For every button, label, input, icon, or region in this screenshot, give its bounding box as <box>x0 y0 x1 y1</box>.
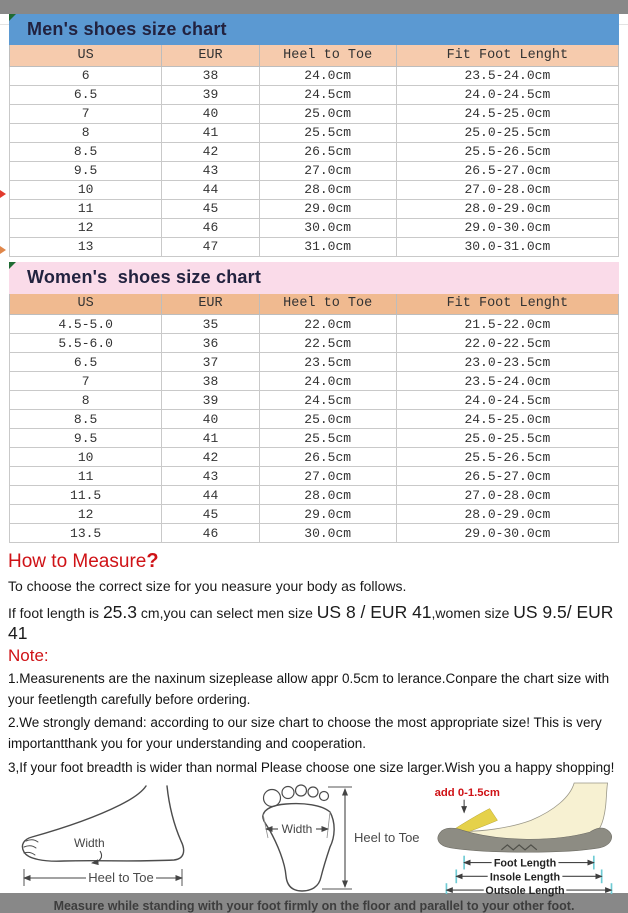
table-cell: 11 <box>10 199 162 218</box>
insole-length-label: Insole Length <box>489 870 561 883</box>
table-cell: 35 <box>162 315 259 334</box>
table-cell: 7 <box>10 104 162 123</box>
table-row <box>10 66 619 85</box>
table-cell: 45 <box>162 199 259 218</box>
table-cell: 21.5-22.0cm <box>396 315 618 334</box>
footprint-diagram <box>242 783 427 893</box>
table-row <box>10 180 619 199</box>
table-cell: 45 <box>162 505 259 524</box>
table-row <box>10 372 619 391</box>
note-label: Note: <box>8 645 49 665</box>
table-cell: 27.0cm <box>259 467 396 486</box>
table-cell: 8 <box>10 391 162 410</box>
table-cell: 29.0-30.0cm <box>396 524 618 543</box>
bottom-caption: Measure while standing with your foot firmly on the floor and parallel to your other foot. <box>53 898 575 913</box>
table-cell: 39 <box>162 85 259 104</box>
table-cell: 11 <box>10 467 162 486</box>
women-size-table <box>9 294 619 544</box>
footprint-heel-to-toe-label: Heel to Toe <box>354 829 420 845</box>
table-cell: 22.0cm <box>259 315 396 334</box>
table-cell: 26.5cm <box>259 448 396 467</box>
table-cell: 36 <box>162 334 259 353</box>
table-row <box>10 524 619 543</box>
side-foot-heel-to-toe-label: Heel to Toe <box>88 869 154 885</box>
table-cell: 29.0-30.0cm <box>396 218 618 237</box>
table-cell: 42 <box>162 142 259 161</box>
table-cell: 5.5-6.0 <box>10 334 162 353</box>
example-text-part: If foot length is <box>8 604 103 621</box>
table-cell: 24.0-24.5cm <box>396 85 618 104</box>
table-cell: 12 <box>10 218 162 237</box>
table-row <box>10 237 619 256</box>
table-row <box>10 410 619 429</box>
table-cell: 8 <box>10 123 162 142</box>
table-cell: 28.0cm <box>259 486 396 505</box>
table-row <box>10 218 619 237</box>
table-cell: 6 <box>10 66 162 85</box>
table-cell: 24.0-24.5cm <box>396 391 618 410</box>
table-cell: 24.5cm <box>259 85 396 104</box>
table-cell: 40 <box>162 410 259 429</box>
table-cell: 30.0cm <box>259 524 396 543</box>
column-header: Fit Foot Lenght <box>396 45 618 66</box>
table-row <box>10 104 619 123</box>
table-cell: 26.5-27.0cm <box>396 161 618 180</box>
column-header: US <box>10 45 162 66</box>
side-foot-width-label: Width <box>74 835 105 850</box>
note-item-2: 2.We strongly demand: according to our size chart to choose the most appropriate size! This is very importantthank you for your understanding and cooperation. <box>8 715 602 752</box>
men-size-table <box>9 45 619 257</box>
table-cell: 46 <box>162 524 259 543</box>
table-cell: 22.5cm <box>259 334 396 353</box>
column-header-row <box>10 45 619 66</box>
foot-side-view-diagram <box>2 783 242 893</box>
table-row <box>10 391 619 410</box>
table-row <box>10 429 619 448</box>
women-chart-title: Women's shoes size chart <box>27 267 262 287</box>
corner-triangle-icon <box>9 262 16 269</box>
table-cell: 7 <box>10 372 162 391</box>
table-cell: 42 <box>162 448 259 467</box>
example-text-part: 25.3 <box>102 601 138 622</box>
table-row <box>10 467 619 486</box>
table-cell: 25.0-25.5cm <box>396 429 618 448</box>
table-row <box>10 486 619 505</box>
women-chart-title-bar <box>9 262 619 294</box>
measurement-diagrams <box>0 783 628 895</box>
table-cell: 25.5-26.5cm <box>396 142 618 161</box>
table-cell: 30.0-31.0cm <box>396 237 618 256</box>
table-row <box>10 85 619 104</box>
table-cell: 25.5cm <box>259 429 396 448</box>
outsole-length-label: Outsole Length <box>485 884 565 897</box>
column-header-row <box>10 294 619 315</box>
note-item-1: 1.Measurenents are the naxinum sizeplease allow appr 0.5cm to lerance.Conpare the chart size with your feetlength carefully before ordering. <box>8 670 610 707</box>
example-text-part: US 9.5/ EUR 41 <box>8 601 614 643</box>
table-cell: 27.0-28.0cm <box>396 180 618 199</box>
example-text-part: US 8 / EUR 41 <box>316 601 432 622</box>
table-cell: 26.5cm <box>259 142 396 161</box>
table-cell: 9.5 <box>10 429 162 448</box>
table-cell: 4.5-5.0 <box>10 315 162 334</box>
table-cell: 24.0cm <box>259 372 396 391</box>
table-cell: 43 <box>162 467 259 486</box>
table-cell: 25.0cm <box>259 410 396 429</box>
shoe-cross-section-diagram <box>427 783 627 895</box>
note-item-3: 3,If your foot breadth is wider than normal Please choose one size larger.Wish you a happy shopping! <box>8 759 615 775</box>
table-cell: 47 <box>162 237 259 256</box>
table-cell: 28.0-29.0cm <box>396 505 618 524</box>
table-cell: 10 <box>10 180 162 199</box>
column-header: Fit Foot Lenght <box>396 294 618 315</box>
table-cell: 29.0cm <box>259 505 396 524</box>
table-cell: 25.5cm <box>259 123 396 142</box>
edge-marker-icon <box>0 246 6 254</box>
question-mark: ? <box>146 550 159 572</box>
table-cell: 27.0-28.0cm <box>396 486 618 505</box>
table-cell: 23.5cm <box>259 353 396 372</box>
footprint-width-label: Width <box>281 821 313 836</box>
table-cell: 25.5-26.5cm <box>396 448 618 467</box>
table-row <box>10 505 619 524</box>
table-row <box>10 142 619 161</box>
column-header: EUR <box>162 45 259 66</box>
column-header: Heel to Toe <box>259 45 396 66</box>
table-row <box>10 199 619 218</box>
table-cell: 23.5-24.0cm <box>396 66 618 85</box>
table-cell: 25.0cm <box>259 104 396 123</box>
table-cell: 31.0cm <box>259 237 396 256</box>
foot-length-label: Foot Length <box>493 857 557 870</box>
table-row <box>10 448 619 467</box>
table-cell: 10 <box>10 448 162 467</box>
example-text-part: ,women size <box>431 604 514 621</box>
table-row <box>10 315 619 334</box>
table-cell: 23.0-23.5cm <box>396 353 618 372</box>
table-cell: 24.5cm <box>259 391 396 410</box>
table-row <box>10 123 619 142</box>
table-cell: 25.0-25.5cm <box>396 123 618 142</box>
table-cell: 40 <box>162 104 259 123</box>
edge-marker-icon <box>0 190 6 198</box>
women-size-chart-section <box>9 262 619 544</box>
corner-triangle-icon <box>9 14 16 21</box>
table-cell: 28.0cm <box>259 180 396 199</box>
table-cell: 44 <box>162 486 259 505</box>
size-example-line <box>8 602 620 644</box>
column-header: EUR <box>162 294 259 315</box>
men-chart-title-bar <box>9 14 619 45</box>
intro-text: To choose the correct size for you neasure your body as follows. <box>8 577 407 594</box>
table-cell: 41 <box>162 429 259 448</box>
heading-text: How to Measure <box>8 551 147 572</box>
table-cell: 12 <box>10 505 162 524</box>
column-header: US <box>10 294 162 315</box>
men-size-chart-section <box>9 14 619 257</box>
add-allowance-label: add 0-1.5cm <box>434 786 500 799</box>
men-chart-title: Men's shoes size chart <box>27 19 227 39</box>
table-cell: 43 <box>162 161 259 180</box>
table-cell: 9.5 <box>10 161 162 180</box>
table-row <box>10 353 619 372</box>
table-row <box>10 334 619 353</box>
table-cell: 26.5-27.0cm <box>396 467 618 486</box>
table-row <box>10 161 619 180</box>
table-cell: 13 <box>10 237 162 256</box>
table-cell: 24.5-25.0cm <box>396 410 618 429</box>
table-cell: 23.5-24.0cm <box>396 372 618 391</box>
table-cell: 27.0cm <box>259 161 396 180</box>
table-cell: 38 <box>162 66 259 85</box>
table-cell: 30.0cm <box>259 218 396 237</box>
table-cell: 11.5 <box>10 486 162 505</box>
table-cell: 38 <box>162 372 259 391</box>
table-cell: 6.5 <box>10 85 162 104</box>
table-cell: 6.5 <box>10 353 162 372</box>
table-cell: 28.0-29.0cm <box>396 199 618 218</box>
table-cell: 8.5 <box>10 410 162 429</box>
example-text-part: cm,you can select men size <box>137 604 317 621</box>
how-to-measure-heading <box>8 549 620 574</box>
table-cell: 13.5 <box>10 524 162 543</box>
table-cell: 29.0cm <box>259 199 396 218</box>
table-cell: 8.5 <box>10 142 162 161</box>
table-cell: 39 <box>162 391 259 410</box>
table-cell: 44 <box>162 180 259 199</box>
table-cell: 46 <box>162 218 259 237</box>
size-chart-sheet <box>0 14 628 913</box>
table-cell: 24.0cm <box>259 66 396 85</box>
table-cell: 37 <box>162 353 259 372</box>
table-cell: 41 <box>162 123 259 142</box>
table-cell: 24.5-25.0cm <box>396 104 618 123</box>
column-header: Heel to Toe <box>259 294 396 315</box>
how-to-measure-section <box>8 549 620 778</box>
table-cell: 22.0-22.5cm <box>396 334 618 353</box>
